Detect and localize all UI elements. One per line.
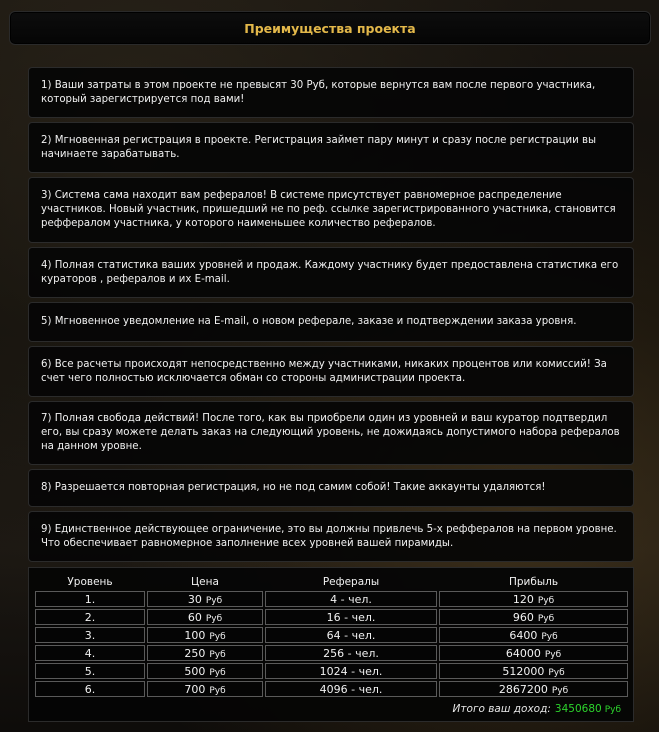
price-cell-value: 60 bbox=[187, 610, 202, 624]
refs-cell-value: 16 - чел. bbox=[326, 610, 376, 624]
profit-cell bbox=[439, 627, 628, 643]
price-cell bbox=[147, 663, 263, 679]
column-header-profit: Прибыль bbox=[508, 575, 559, 588]
profit-cell-value: 960 bbox=[512, 610, 534, 624]
currency-label: Руб bbox=[544, 649, 562, 660]
level-cell bbox=[35, 591, 145, 607]
refs-cell bbox=[265, 609, 437, 625]
level-cell-value: 1. bbox=[84, 592, 96, 606]
item-text: 4) Полная статистика ваших уровней и продаж. Каждому участнику будет предоставлена статистика его кураторов , рефералов и их E-mail. bbox=[41, 259, 619, 285]
table-row bbox=[35, 663, 628, 679]
item-text: 9) Единственное действующее ограничение, это вы должны привлечь 5-х рефферaлов на первом уровне. Что обеспечивает равномерное заполнение всех уровней вашей пирамиды. bbox=[41, 523, 617, 549]
profit-cell bbox=[439, 645, 628, 661]
table-row bbox=[35, 645, 628, 661]
level-cell bbox=[35, 681, 145, 697]
price-cell-value: 500 bbox=[184, 664, 206, 678]
column-header-price: Цена bbox=[191, 575, 219, 588]
refs-cell-value: 1024 - чел. bbox=[319, 664, 383, 678]
list-item bbox=[28, 302, 634, 342]
total-value: 3450680 bbox=[554, 703, 602, 715]
refs-cell-value: 64 - чел. bbox=[326, 628, 376, 642]
refs-cell-value: 4 - чел. bbox=[330, 592, 372, 606]
table-row bbox=[35, 681, 628, 697]
currency-label: Руб bbox=[537, 613, 555, 624]
price-cell-value: 30 bbox=[187, 592, 202, 606]
profit-cell-value: 2867200 bbox=[498, 682, 548, 696]
currency-label: Руб bbox=[209, 667, 226, 678]
item-text: 7) Полная свобода действий! После того, как вы приобрели один из уровней и ваш куратор подтвердил его, вы сразу можете делать заказ на следующий уровень, не дожидаясь допустимого набора рефералов на данном уровне. bbox=[41, 413, 620, 452]
level-cell-value: 4. bbox=[84, 646, 96, 660]
item-text: 3) Система сама находит вам рефералов! В системе присутствует равномерное распределение участников. Новый участник, пришедший не по реф. ссылке зарегистрированного участника, становится рефферaлом участника, у которого наименьшее количество рефералов. bbox=[41, 190, 616, 229]
table-row bbox=[35, 591, 628, 607]
level-cell-value: 6. bbox=[84, 682, 96, 696]
refs-cell bbox=[265, 681, 437, 697]
total-income bbox=[453, 703, 621, 715]
table-row bbox=[35, 609, 628, 625]
column-header-refs: Рефералы bbox=[322, 575, 380, 588]
price-cell bbox=[147, 591, 263, 607]
price-cell-value: 700 bbox=[184, 682, 206, 696]
advantages-list bbox=[28, 67, 634, 566]
price-cell bbox=[147, 627, 263, 643]
item-text: 1) Ваши затраты в этом проекте не превысят 30 Руб, которые вернутся вам после первого участника, который зарегистрируется под вами! bbox=[41, 79, 596, 105]
item-text: 5) Мгновенное уведомление на E-mail, о новом реферале, заказе и подтверждении заказа уровня. bbox=[41, 316, 577, 327]
table-row bbox=[35, 627, 628, 643]
item-text: 8) Разрешается повторная регистрация, но не под самим собой! Такие аккаунты удаляются! bbox=[41, 482, 546, 493]
currency-label: Руб bbox=[205, 595, 223, 606]
level-cell bbox=[35, 609, 145, 625]
price-cell bbox=[147, 681, 263, 697]
section-header bbox=[9, 11, 651, 45]
refs-cell-value: 256 - чел. bbox=[323, 646, 379, 660]
level-cell bbox=[35, 663, 145, 679]
level-cell-value: 2. bbox=[84, 610, 96, 624]
level-cell-value: 3. bbox=[84, 628, 96, 642]
currency-label: Руб bbox=[209, 631, 226, 642]
list-item bbox=[28, 122, 634, 173]
refs-cell bbox=[265, 645, 437, 661]
profit-cell bbox=[439, 681, 628, 697]
list-item bbox=[28, 177, 634, 243]
column-header-level: Уровень bbox=[67, 575, 113, 588]
currency-label: Руб bbox=[205, 613, 223, 624]
levels-table-panel bbox=[28, 567, 634, 722]
level-cell-value: 5. bbox=[84, 664, 96, 678]
item-text: 2) Мгновенная регистрация в проекте. Регистрация займет пару минут и сразу после регистрации вы начинаете зарабатывать. bbox=[41, 134, 597, 160]
list-item bbox=[28, 247, 634, 298]
profit-cell bbox=[439, 591, 628, 607]
total-currency: Руб bbox=[604, 705, 621, 715]
list-item bbox=[28, 469, 634, 507]
price-cell-value: 100 bbox=[184, 628, 206, 642]
level-cell bbox=[35, 627, 145, 643]
price-cell bbox=[147, 645, 263, 661]
refs-cell-value: 4096 - чел. bbox=[319, 682, 383, 696]
profit-cell-value: 120 bbox=[512, 592, 534, 606]
refs-cell bbox=[265, 663, 437, 679]
level-cell bbox=[35, 645, 145, 661]
page-title: Преимущества проекта bbox=[244, 20, 416, 36]
list-item bbox=[28, 511, 634, 562]
total-label: Итого ваш доход: bbox=[452, 703, 551, 715]
currency-label: Руб bbox=[537, 595, 555, 606]
list-item bbox=[28, 67, 634, 118]
currency-label: Руб bbox=[548, 667, 565, 678]
refs-cell bbox=[265, 591, 437, 607]
currency-label: Руб bbox=[541, 631, 558, 642]
item-text: 6) Все расчеты происходят непосредственно между участниками, никаких процентов или комиссий! За счет чего полностью исключается обман со стороны администрации проекта. bbox=[41, 358, 607, 384]
profit-cell-value: 512000 bbox=[502, 664, 545, 678]
profit-cell bbox=[439, 609, 628, 625]
list-item bbox=[28, 401, 634, 465]
profit-cell bbox=[439, 663, 628, 679]
currency-label: Руб bbox=[551, 685, 569, 696]
price-cell-value: 250 bbox=[184, 646, 206, 660]
profit-cell-value: 6400 bbox=[509, 628, 538, 642]
list-item bbox=[28, 346, 634, 397]
refs-cell bbox=[265, 627, 437, 643]
currency-label: Руб bbox=[209, 685, 226, 696]
price-cell bbox=[147, 609, 263, 625]
profit-cell-value: 64000 bbox=[505, 646, 541, 660]
currency-label: Руб bbox=[209, 649, 226, 660]
levels-table bbox=[33, 572, 630, 699]
